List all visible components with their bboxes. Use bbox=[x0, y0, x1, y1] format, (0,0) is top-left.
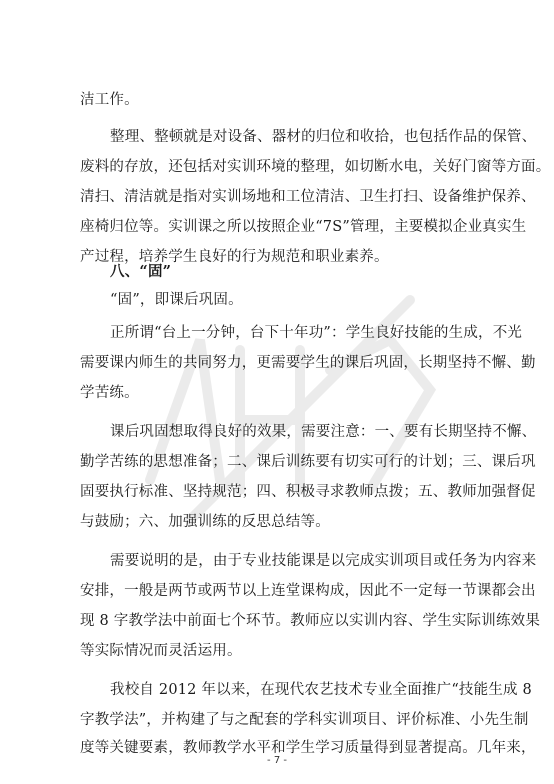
text-line: 洁工作。 bbox=[80, 92, 139, 108]
text-line: 整理、整顿就是对设备、器材的归位和收拾，也包括作品的保管、 bbox=[110, 129, 537, 145]
text-line: “固”，即课后巩固。 bbox=[110, 292, 243, 308]
text-line: 等实际情况而灵活运用。 bbox=[80, 643, 242, 659]
text-line: 安排，一般是两节或两节以上连堂课构成，因此不一定每一节课都会出 bbox=[80, 583, 536, 599]
text-line: 正所谓“台上一分钟，台下十年功”：学生良好技能的生成，不光 bbox=[110, 325, 523, 341]
text-line: 现 8 字教学法中前面七个环节。教师应以实训内容、学生实际训练效果 bbox=[80, 613, 541, 629]
text-line: 废料的存放，还包括对实训环境的整理，如切断水电，关好门窗等方面。 bbox=[80, 159, 551, 175]
text-line: 学苦练。 bbox=[80, 385, 139, 401]
text-line: 度等关键要素，教师教学水平和学生学习质量得到显著提高。几年来， bbox=[80, 740, 536, 756]
text-line: 清扫、清洁就是指对实训场地和工位清洁、卫生打扫、设备维护保养、 bbox=[80, 189, 536, 205]
page-number: - 7 - bbox=[267, 755, 287, 766]
text-line: 需要说明的是，由于专业技能课是以完成实训项目或任务为内容来 bbox=[110, 553, 537, 569]
text-line: 与鼓励；六、加强训练的反思总结等。 bbox=[80, 514, 330, 530]
text-line: 需要课内师生的共同努力，更需要学生的课后巩固，长期坚持不懈、勤 bbox=[80, 355, 536, 371]
text-line: 产过程，培养学生良好的行为规范和职业素养。 bbox=[80, 249, 389, 265]
text-line: 固要执行标准、坚持规范；四、积极寻求教师点拨；五、教师加强督促 bbox=[80, 484, 536, 500]
section-heading: 八、“固” bbox=[110, 263, 172, 280]
text-line: 勤学苦练的思想准备；二、课后训练要有切实可行的计划；三、课后巩 bbox=[80, 454, 536, 470]
text-line: 座椅归位等。实训课之所以按照企业“7S”管理，主要模拟企业真实生 bbox=[80, 219, 527, 235]
text-line: 我校自 2012 年以来，在现代农艺技术专业全面推广“技能生成 8 bbox=[110, 682, 532, 698]
text-line: 字教学法”，并构建了与之配套的学科实训项目、评价标准、小先生制 bbox=[80, 712, 529, 728]
text-line: 课后巩固想取得良好的效果，需要注意：一、要有长期坚持不懈、 bbox=[110, 424, 537, 440]
